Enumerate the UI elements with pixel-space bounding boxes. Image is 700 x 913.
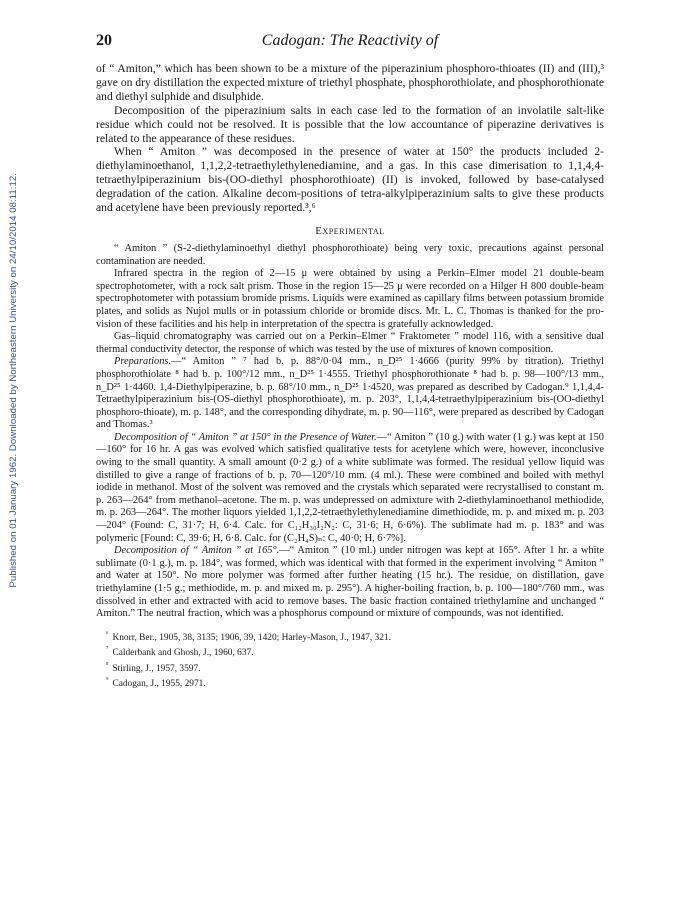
running-title: Cadogan: The Reactivity of — [261, 32, 439, 49]
experimental-paragraph-1: “ Amiton ” (S-2-diethylaminoethyl diethyl phosphorothioate) being very toxic, precautions against personal contamination are needed. — [96, 242, 604, 267]
intro-paragraph-2: Decomposition of the piperazinium salts in each case led to the formation of an involatile salt-like residue which could not be resolved. It is possible that the low accountance of piperazine derivatives is related to the appearance of these residues. — [96, 103, 604, 145]
download-watermark — [2, 150, 24, 610]
intro-paragraph-3: When “ Amiton ” was decomposed in the presence of water at 150° the products included 2-diethylaminoethanol, 1,1,2,2-tetraethylethylenediamine, and a gas. In this case dimerisation to 1,1,4,4-tetraethylpiperazinium bis-(OO-diethyl phosphorothioate) (II) is invoked, followed by base-catalysed degradation of the cation. Alkaline decom-positions of tetra-alkylpiperazinium salts to give these products and acetylene have been previously reported.³,⁶ — [96, 145, 604, 215]
section-heading-experimental: Experimental — [315, 224, 385, 237]
footnote — [106, 660, 604, 676]
preparations-text: —“ Amiton ” ⁷ had b. p. 88°/0·04 mm., n_D²⁵ 1·4666 (purity 99% by titration). Triethyl phosphorothiolate ⁸ had b. p. 100°/12 mm., n_D²⁵ 1·4555. Triethyl phosphorothionate ⁸ had b. p. 98—100°/13 mm., n_D²⁵ 1·4460. 1,4-Diethylpiperazine, b. p. 68°/10 mm., n_D²⁵ 1·4520, was prepared as described by Cadogan.⁹ 1,1,4,4-Tetraethylpiperazinium bis-(OS-diethyl phosphorothioate), m. p. 203°, 1,1,4,4-tetraethylpiperazinium bis-(OO-diethyl phosphoro-thioate), m. p. 148°, and the corresponding dihydrate, m. p. 90—116°, were prepared as described by Cadogan and Thomas.³ — [96, 356, 604, 431]
water-decomposition-paragraph — [96, 432, 604, 545]
footnote-text: Cadogan, J., 1955, 2971. — [112, 679, 206, 690]
footnote-mark: ⁹ — [106, 676, 109, 685]
intro-paragraph-1: of “ Amiton,” which has been shown to be a mixture of the piperazinium phosphoro-thioates (II) and (III),³ gave on dry distillation the expected mixture of triethyl phosphate, phosphorothiolate, and phosphorothionate and diethyl sulphide and disulphide. — [96, 62, 604, 103]
footnote-mark: ⁷ — [106, 645, 109, 654]
footnote-text: Calderbank and Ghosh, J., 1960, 637. — [112, 648, 254, 659]
footnote-mark: ⁶ — [106, 629, 109, 638]
page-number: 20 — [96, 32, 112, 49]
download-note: Published on 01 January 1962. Downloaded by Northeastern University on 24/10/2014 08:11:12. — [7, 172, 19, 588]
footnotes — [96, 629, 604, 691]
experimental-paragraph-2: Infrared spectra in the region of 2—15 μ were obtained by using a Perkin–Elmer model 21 double-beam spectrophotometer, with a rock salt prism. Those in the region 15—25 μ were recorded on a Hilger H 800 double-beam spectrophotometer with potassium bromide prisms. Liquids were examined as capillary films between potassium bromide plates, and solids as Nujol mulls or in potassium chloride or bromide discs. Mr. L. C. Thomas is thanked for the pro-vision of these facilities and his help in interpretation of the spectra is gratefully acknowledged. — [96, 268, 604, 330]
preparations-subheading: Preparations. — [114, 356, 172, 368]
heat-decomposition-text: —“ Amiton ” (10 ml.) under nitrogen was kept at 165°. After 1 hr. a white sublimate (0·1 g.), m. p. 184°, was formed, which was identical with that formed in the experiment involving “ Amiton ” and water at 150°. No more polymer was formed after further heating (15 hr.). The residue, on distillation, gave triethylamine (1·5 g.; methiodide, m. p. and mixed m. p. 295°). A higher-boiling fraction, b. p. 100—180°/760 mm., was dissolved in ether and extracted with acid to remove bases. The basic fraction contained triethylamine and unchanged “ Amiton.” The neutral fraction, which was a phosphorus compound or mixture of compounds, was not identified. — [96, 545, 604, 620]
footnote-text: Stirling, J., 1957, 3597. — [112, 663, 201, 674]
footnote-mark: ⁸ — [106, 660, 109, 669]
footnote-text: Knorr, Ber., 1905, 38, 3135; 1906, 39, 1420; Harley-Mason, J., 1947, 321. — [112, 632, 391, 643]
footnote — [106, 629, 604, 645]
page-content — [96, 32, 604, 691]
water-decomposition-subheading: Decomposition of “ Amiton ” at 150° in the Presence of Water. — [114, 431, 377, 443]
footnote — [106, 675, 604, 691]
heat-decomposition-subheading: Decomposition of “ Amiton ” at 165°. — [114, 545, 280, 557]
page-header — [96, 32, 604, 52]
preparations-paragraph — [96, 356, 604, 432]
experimental-paragraph-3: Gas–liquid chromatography was carried out on a Perkin–Elmer “ Fraktometer ” model 116, with a sensitive dual thermal conductivity detector, the response of which was tested by the use of mixtures of known composition. — [96, 331, 604, 355]
heat-decomposition-paragraph — [96, 545, 604, 621]
water-decomposition-text: —“ Amiton ” (10 g.) with water (1 g.) was kept at 150—160° for 16 hr. A gas was evolved which satisfied qualitative tests for acetylene which were, however, inconclusive owing to the small quantity. A small amount (0·2 g.) of a white sublimate was formed. The residual yellow liquid was distilled to give a range of fractions of b. p. 70—120°/10 mm. (4 ml.). These were combined and boiled with methyl iodide in methanol. Most of the solvent was removed and the crystals which separated were recrystallised to constant m. p. 263—264° from methanol–acetone. The m. p. was undepressed on admixture with 2-diethylaminoethanol methiodide, m. p. 263—264°. The mother liquors yielded 1,1,2,2-tetraethylethylenediamine dimethiodide, m. p. and mixed m. p. 203—204° (Found: C, 31·7; H, 6·4. Calc. for C₁₂H₃₀I₂N₂: C, 31·6; H, 6·6%). The sublimate had m. p. 183° and was polymeric [Found: C, 39·6; H, 6·8. Calc. for (C₂H₄S)ₙ: C, 40·0; H, 6·7%]. — [96, 431, 605, 544]
footnote — [106, 644, 604, 660]
